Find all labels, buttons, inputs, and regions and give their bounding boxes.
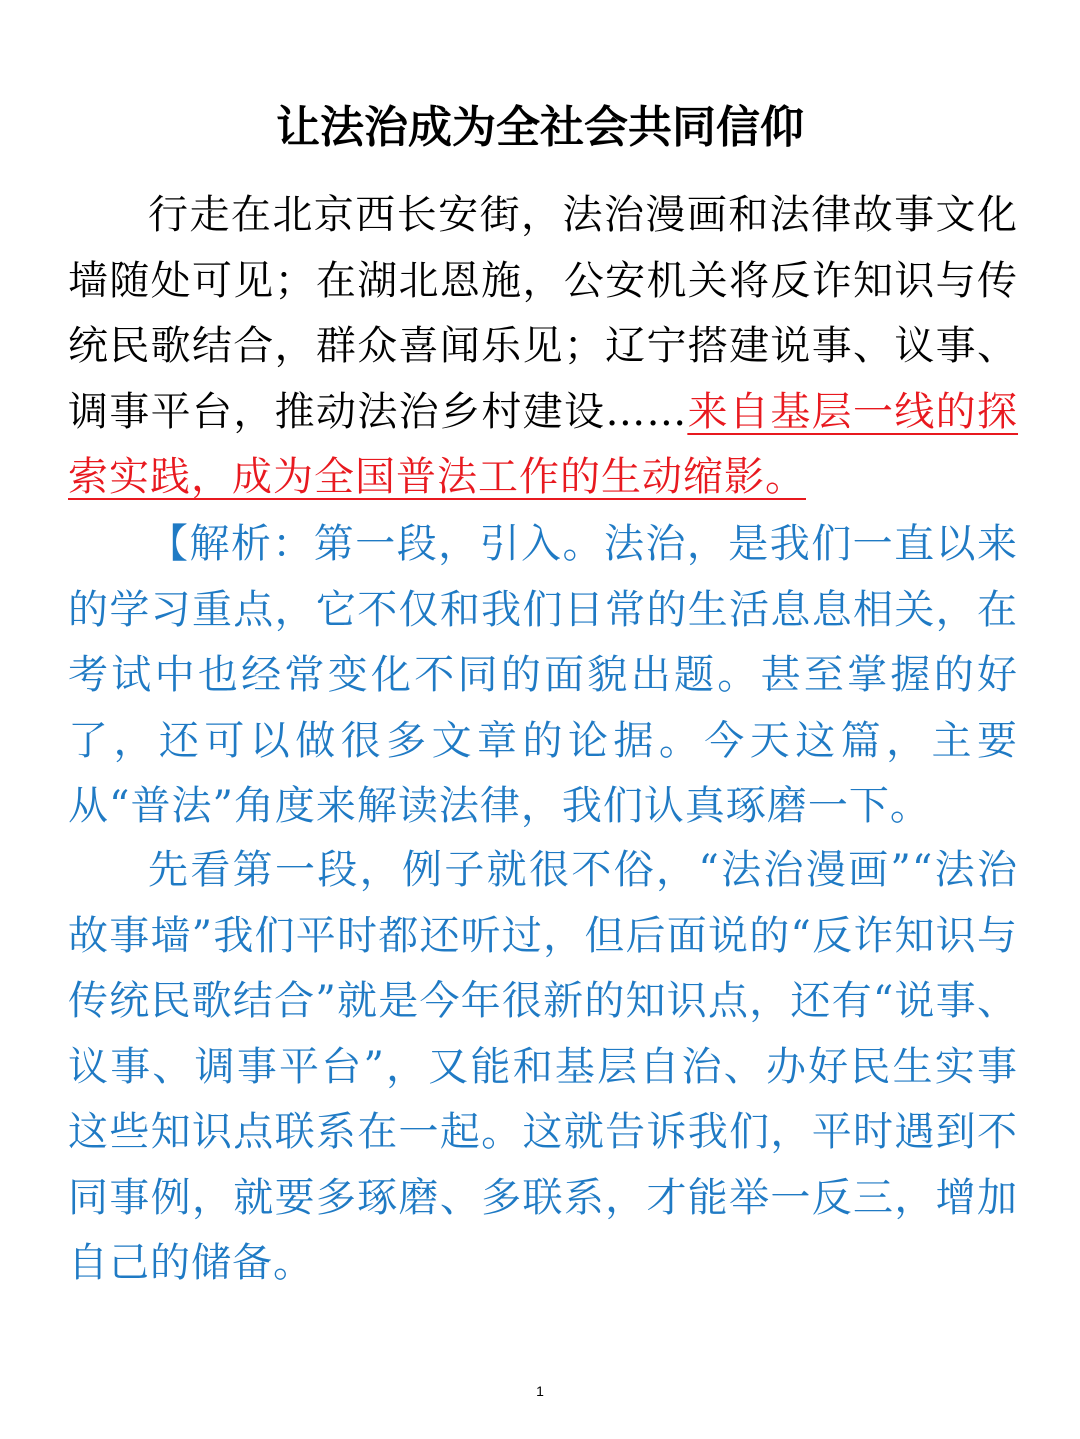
intro-paragraph — [68, 183, 1018, 511]
page-number: 1 — [536, 1383, 544, 1399]
intro-text: 行走在北京西长安街，法治漫画和法律故事文化墙随处可见；在湖北恩施，公安机关将反诈知识与传统民歌结合，群众喜闻乐见；辽宁搭建说事、议事、调事平台，推动法治乡村建设…… — [68, 192, 1018, 435]
analysis-paragraph-1: 【解析：第一段，引入。法治，是我们一直以来的学习重点，它不仅和我们日常的生活息息相关，在考试中也经常变化不同的面貌出题。甚至掌握的好了，还可以做很多文章的论据。今天这篇，主要从“普法”角度来解读法律，我们认真琢磨一下。 — [68, 521, 1018, 829]
intro-highlight: 来自基层一线的探索实践，成为全国普法工作的生动缩影。 — [68, 388, 1019, 500]
analysis-paragraph-2: 先看第一段，例子就很不俗，“法治漫画”“法治故事墙”我们平时都还听过，但后面说的“反诈知识与传统民歌结合”就是今年很新的知识点，还有“说事、议事、调事平台”，又能和基层自治、办好民生实事这些知识点联系在一起。这就告诉我们，平时遇到不同事例，就要多琢磨、多联系，才能举一反三，增加自己的储备。 — [68, 847, 1018, 1286]
document-title: 让法治成为全社会共同信仰 — [276, 102, 804, 153]
